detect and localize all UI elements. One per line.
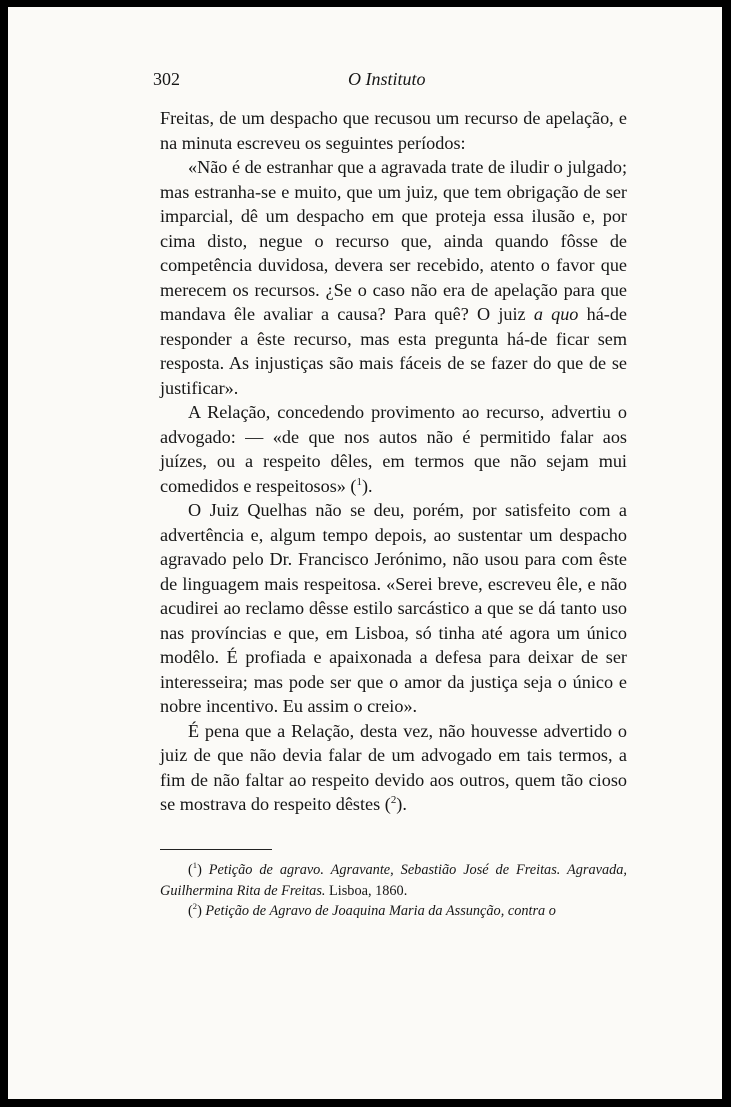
italic-text: Petição de Agravo de Joaquina Maria da Assunção, contra o — [205, 903, 556, 919]
text-run: há-de responder a êste recurso, mas esta pregunta há-de ficar sem resposta. As injustiças são mais fáceis de se fazer do que de se justificar». — [160, 304, 628, 398]
running-title: O Instituto — [348, 69, 426, 89]
paragraph — [160, 498, 627, 719]
text-run: ). — [396, 794, 407, 814]
paragraph — [160, 400, 627, 498]
footnote-divider — [160, 849, 272, 850]
paragraph — [160, 155, 627, 400]
text-run: A Relação, concedendo provimento ao recurso, advertiu o advogado: — «de que nos autos não é permitido falar aos juízes, ou a respeito dêles, em termos que não sejam mui comedidos e respeitosos» ( — [160, 402, 627, 496]
italic-text: Petição de agravo. Agravante, Sebastião José de Freitas. Agravada, Guilhermina Rita de Freitas. — [160, 862, 627, 899]
page-number: 302 — [153, 69, 180, 89]
footnotes — [160, 860, 627, 922]
book-page — [8, 7, 722, 1099]
footnote — [160, 901, 627, 922]
text-run: ). — [361, 475, 373, 496]
text-run: O Juiz Quelhas não se deu, porém, por satisfeito com a advertência e, algum tempo depois, ao sustentar um despacho agravado pelo Dr. Francisco Jerónimo, não usou para com êste de linguagem mais respeitosa. «Serei breve, escreveu êle, e não acudirei ao reclamo dêsse estilo sarcástico a que se dá tanto uso nas províncias e que, em Lisboa, só tinha até agora um único modêlo. É profiada e apaixonada a defesa para deixar de ser interesseira; mas pode ser que o amor da justiça seja o único e nobre incentivo. Eu assim o creio». — [160, 500, 627, 716]
text-run: ( — [188, 903, 193, 919]
body-text — [160, 106, 627, 817]
footnote-marker: 2 — [390, 793, 397, 806]
text-run: Lisboa, 1860. — [325, 882, 408, 899]
page-header — [8, 69, 722, 93]
footnote-marker: 2 — [192, 901, 198, 912]
footnote — [160, 860, 627, 901]
italic-text: a quo — [533, 304, 579, 324]
text-run: ) — [197, 903, 206, 919]
paragraph — [160, 719, 627, 817]
text-run: ( — [188, 862, 193, 878]
text-run: É pena que a Relação, desta vez, não houvesse advertido o juiz de que não devia falar de um advogado em tais termos, a fim de não faltar ao respeito devido aos outros, quem tão cioso se mostrava do respeito dêstes ( — [160, 720, 627, 814]
text-run: ) — [197, 862, 209, 878]
text-run: «Não é de estranhar que a agravada trate de iludir o julgado; mas estranha-se e muito, que um juiz, que tem obrigação de ser imparcial, dê um despacho em que proteja essa ilusão e, por cima disto, negue o recurso que, ainda quando fôsse de competência duvidosa, devera ser recebido, atento o favor que merecem os recursos. ¿Se o caso não era de apelação para que mandava êle avaliar a causa? Para quê? O juiz — [160, 157, 627, 324]
footnote-marker: 1 — [356, 475, 362, 488]
paragraph — [160, 106, 627, 155]
footnote-marker: 1 — [192, 860, 198, 871]
text-run: Freitas, de um despacho que recusou um recurso de apelação, e na minuta escreveu os seguintes períodos: — [160, 108, 627, 153]
